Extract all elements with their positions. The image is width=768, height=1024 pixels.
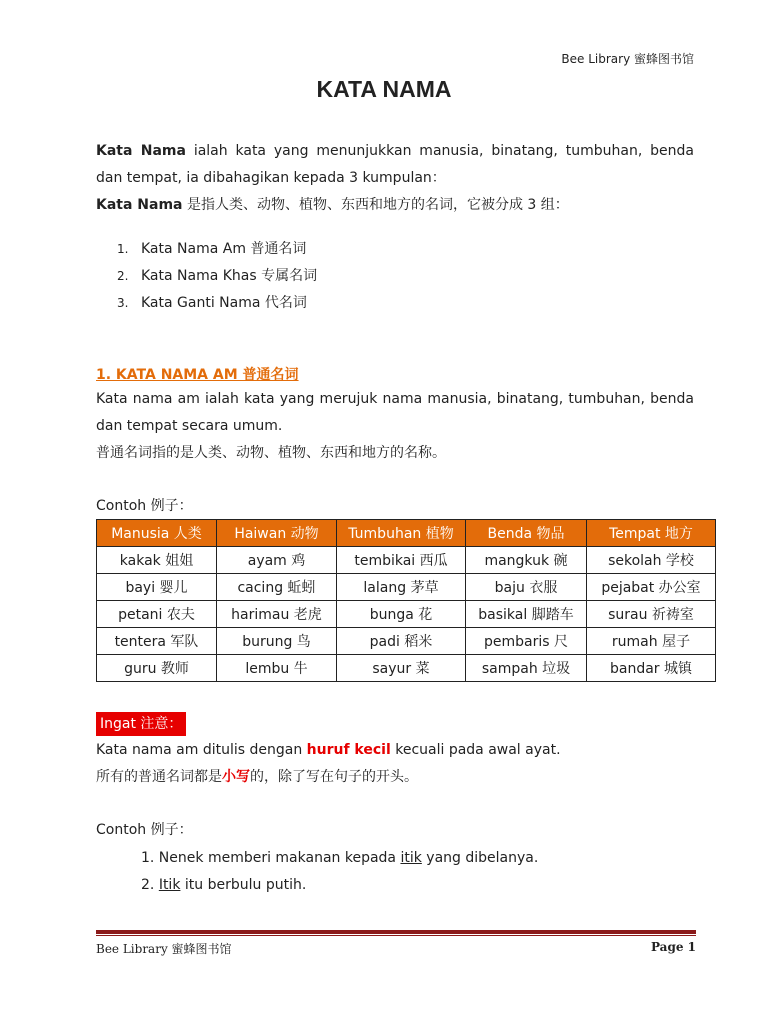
section-desc-1: Kata nama am ialah kata yang merujuk nama manusia, binatang, tumbuhan, benda [96, 391, 694, 407]
table-cell: basikal 脚踏车 [466, 601, 587, 628]
column-header: Manusia 人类 [97, 520, 217, 547]
intro-term: Kata Nama [96, 143, 186, 159]
list-item: 2. Kata Nama Khas 专属名词 [117, 268, 318, 284]
table-cell: mangkuk 碗 [466, 547, 587, 574]
table-cell: cacing 蚯蚓 [217, 574, 337, 601]
table-cell: pembaris 尺 [466, 628, 587, 655]
section-desc-cn: 普通名词指的是人类、动物、植物、东西和地方的名称。 [96, 445, 446, 461]
list-item: 1. Nenek memberi makanan kepada itik yang dibelanya. [141, 850, 539, 866]
footer-divider [96, 930, 696, 934]
column-header: Benda 物品 [466, 520, 587, 547]
table-header-row [97, 520, 716, 547]
table-cell: tentera 军队 [97, 628, 217, 655]
table-row [97, 601, 716, 628]
table-row [97, 655, 716, 682]
note-tag: Ingat 注意： [96, 712, 186, 736]
table-row [97, 547, 716, 574]
example-sentences [141, 845, 538, 899]
intro-line-cn: Kata Nama 是指人类、动物、植物、东西和地方的名词，它被分成 3 组： [96, 197, 569, 213]
note-emphasis: huruf kecil [306, 742, 391, 758]
section-title: 1. KATA NAMA AM 普通名词 [96, 367, 299, 383]
table-cell: bandar 城镇 [587, 655, 716, 682]
group-list [96, 236, 317, 317]
table-cell: sayur 菜 [337, 655, 466, 682]
table-cell: bayi 婴儿 [97, 574, 217, 601]
table-cell: petani 农夫 [97, 601, 217, 628]
table-cell: surau 祈祷室 [587, 601, 716, 628]
column-header: Haiwan 动物 [217, 520, 337, 547]
table-cell: lalang 茅草 [337, 574, 466, 601]
table-cell: bunga 花 [337, 601, 466, 628]
underlined-word: Itik [158, 877, 181, 893]
table-cell: rumah 屋子 [587, 628, 716, 655]
footer-divider-thin [96, 935, 696, 936]
table-cell: harimau 老虎 [217, 601, 337, 628]
column-header: Tumbuhan 植物 [337, 520, 466, 547]
table-cell: tembikai 西瓜 [337, 547, 466, 574]
page-title: KATA NAMA [316, 76, 452, 102]
underlined-word: itik [400, 850, 422, 866]
table-row [97, 628, 716, 655]
list-item: 1. Kata Nama Am 普通名词 [117, 241, 307, 257]
list-item: 3. Kata Ganti Nama 代名词 [117, 295, 307, 311]
list-item: 2. Itik itu berbulu putih. [141, 877, 307, 893]
table-cell: pejabat 办公室 [587, 574, 716, 601]
table-cell: padi 稻米 [337, 628, 466, 655]
table-row [97, 574, 716, 601]
table-cell: sekolah 学校 [587, 547, 716, 574]
table-cell: burung 鸟 [217, 628, 337, 655]
page-number: Page 1 [650, 940, 696, 954]
note-emphasis-cn: 小写 [222, 769, 250, 785]
intro-line-2: dan tempat, ia dibahagikan kepada 3 kumpulan： [96, 170, 446, 186]
table-cell: guru 教师 [97, 655, 217, 682]
table-cell: ayam 鸡 [217, 547, 337, 574]
footer-brand: Bee Library 蜜蜂图书馆 [96, 942, 232, 956]
table-cell: kakak 姐姐 [97, 547, 217, 574]
note-line-1: Kata nama am ditulis dengan huruf kecil kecuali pada awal ayat. [96, 742, 561, 758]
column-header: Tempat 地方 [587, 520, 716, 547]
table-cell: baju 衣服 [466, 574, 587, 601]
table-cell: lembu 牛 [217, 655, 337, 682]
intro-term-cn: Kata Nama [96, 197, 183, 213]
section-desc-2: dan tempat secara umum. [96, 418, 283, 434]
intro-line-1: Kata Nama ialah kata yang menunjukkan manusia, binatang, tumbuhan, benda [96, 143, 694, 159]
note-line-2: 所有的普通名词都是小写的，除了写在句子的开头。 [96, 769, 418, 785]
example-label: Contoh 例子： [96, 498, 193, 514]
header-brand: Bee Library 蜜蜂图书馆 [561, 52, 694, 66]
table-cell: sampah 垃圾 [466, 655, 587, 682]
example-label-2: Contoh 例子： [96, 822, 193, 838]
examples-table [96, 519, 716, 682]
